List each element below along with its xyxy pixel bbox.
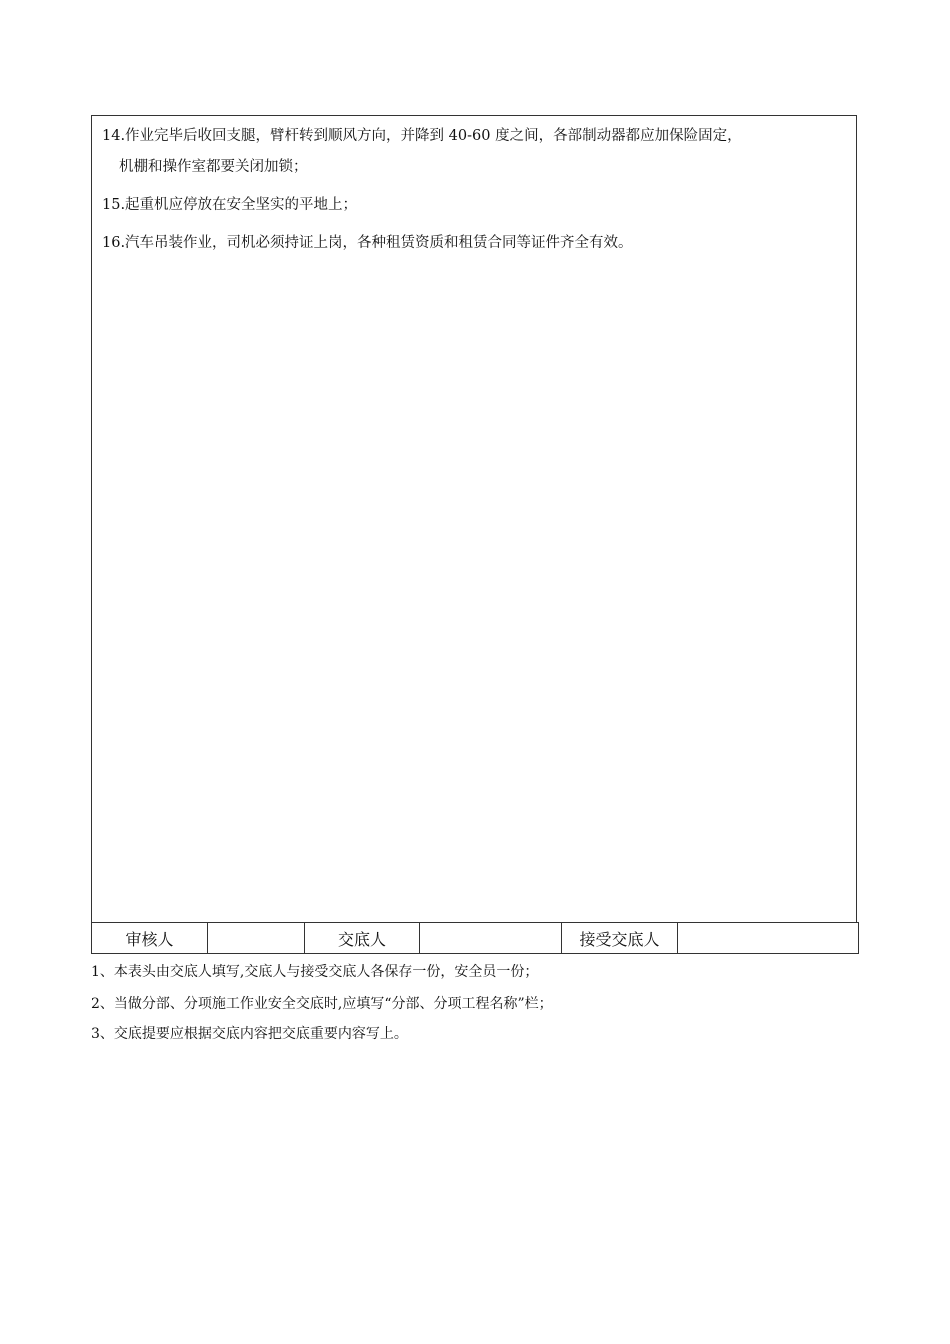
- presenter-label: 交底人: [305, 923, 420, 954]
- receiver-label: 接受交底人: [562, 923, 678, 954]
- list-item: [102, 121, 848, 183]
- item-text: 16.汽车吊装作业，司机必须持证上岗，各种租赁资质和租赁合同等证件齐全有效。: [102, 235, 633, 251]
- item-text: 14.作业完毕后收回支腿，臂杆转到顺风方向，并降到 40-60 度之间，各部制动器都应加保险固定，: [102, 128, 742, 144]
- footnote: 1、本表头由交底人填写,交底人与接受交底人各保存一份，安全员一份；: [91, 964, 539, 980]
- reviewer-field[interactable]: [208, 923, 305, 954]
- item-text-continuation: 机棚和操作室都要关闭加锁；: [119, 159, 308, 175]
- disclosure-content-box: [91, 115, 857, 923]
- reviewer-label: 审核人: [92, 923, 208, 954]
- footnote: 3、交底提要应根据交底内容把交底重要内容写上。: [91, 1026, 408, 1042]
- list-item: [102, 190, 848, 221]
- presenter-field[interactable]: [420, 923, 562, 954]
- signature-table: [91, 922, 859, 954]
- item-text: 15.起重机应停放在安全坚实的平地上；: [102, 197, 358, 213]
- receiver-field[interactable]: [678, 923, 859, 954]
- list-item: [102, 228, 848, 259]
- footnote: 2、当做分部、分项施工作业安全交底时,应填写“分部、分项工程名称”栏；: [91, 996, 553, 1012]
- signature-row: [92, 923, 859, 954]
